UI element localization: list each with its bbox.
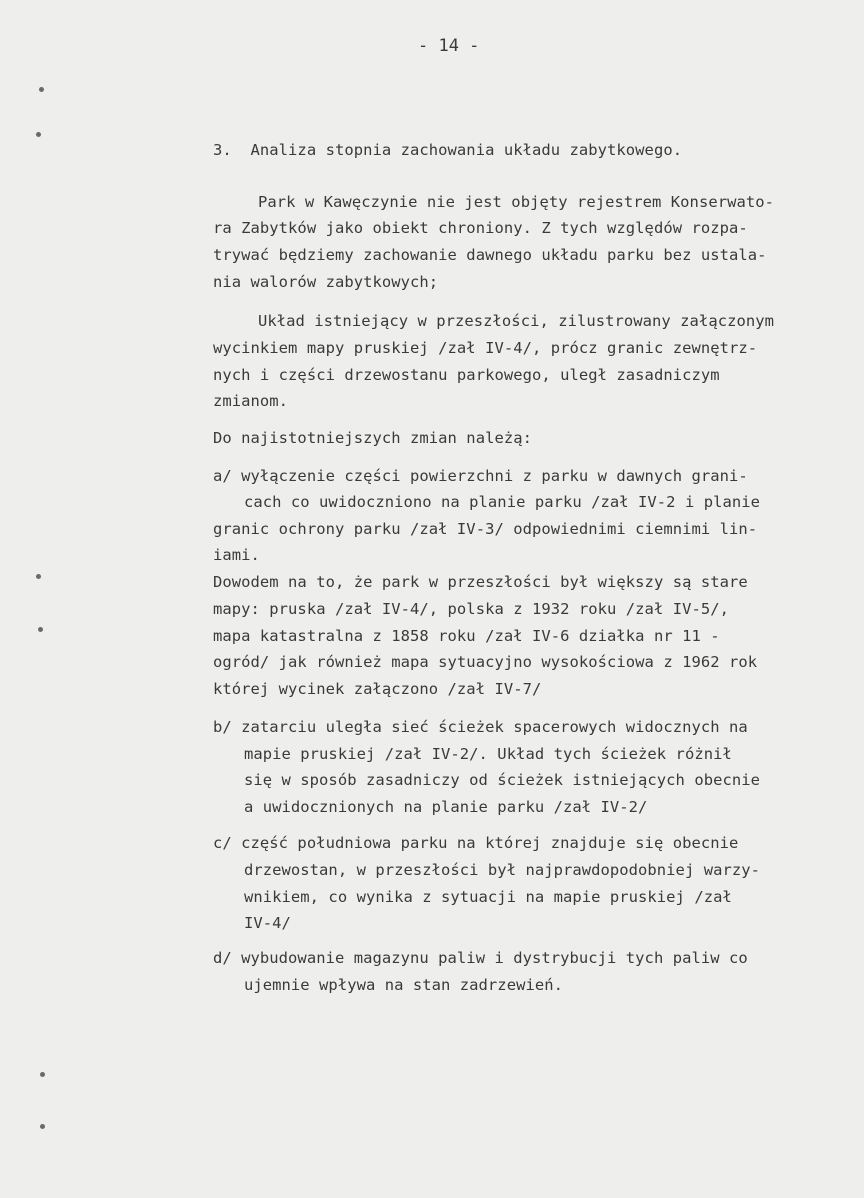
section-heading: 3. Analiza stopnia zachowania układu zabytkowego.: [213, 141, 683, 159]
list-item-c-line: wnikiem, co wynika z sytuacji na mapie pruskiej /zał: [244, 888, 732, 906]
list-item-a-line: iami.: [213, 546, 260, 564]
punch-hole: [40, 1072, 45, 1077]
list-item-b-line: mapie pruskiej /zał IV-2/. Układ tych ścieżek różnił: [244, 745, 732, 763]
paragraph-line: wycinkiem mapy pruskiej /zał IV-4/, prócz granic zewnętrz-: [213, 339, 758, 357]
page-number: - 14 -: [418, 36, 480, 56]
list-item-b-line: b/ zatarciu uległa sieć ścieżek spacerowych widocznych na: [213, 718, 748, 736]
list-item-c-line: c/ część południowa parku na której znajduje się obecnie: [213, 834, 739, 852]
evidence-line: mapa katastralna z 1858 roku /zał IV-6 działka nr 11 -: [213, 627, 720, 645]
paragraph-line: zmianom.: [213, 392, 289, 410]
list-item-b-line: a uwidocznionych na planie parku /zał IV-2/: [244, 798, 648, 816]
punch-hole: [39, 87, 44, 92]
evidence-line: ogród/ jak również mapa sytuacyjno wysokościowa z 1962 rok: [213, 653, 758, 671]
list-item-a-line: granic ochrony parku /zał IV-3/ odpowiednimi ciemnimi lin-: [213, 520, 758, 538]
paragraph-line: ra Zabytków jako obiekt chroniony. Z tych względów rozpa-: [213, 219, 748, 237]
evidence-line: Dowodem na to, że park w przeszłości był większy są stare: [213, 573, 748, 591]
list-item-b-line: się w sposób zasadniczy od ścieżek istniejących obecnie: [244, 771, 760, 789]
evidence-line: mapy: pruska /zał IV-4/, polska z 1932 roku /zał IV-5/,: [213, 600, 729, 618]
punch-hole: [36, 574, 41, 579]
list-item-d-line: ujemnie wpływa na stan zadrzewień.: [244, 976, 563, 994]
list-item-a-line: cach co uwidoczniono na planie parku /zał IV-2 i planie: [244, 493, 760, 511]
paragraph-line: nych i części drzewostanu parkowego, uległ zasadniczym: [213, 366, 720, 384]
paragraph-line: Układ istniejący w przeszłości, zilustrowany załączonym: [258, 312, 774, 330]
paragraph-line: trywać będziemy zachowanie dawnego układu parku bez ustala-: [213, 246, 767, 264]
punch-hole: [40, 1124, 45, 1129]
punch-hole: [36, 132, 41, 137]
evidence-line: której wycinek załączono /zał IV-7/: [213, 680, 542, 698]
list-item-c-line: IV-4/: [244, 914, 291, 932]
list-intro: Do najistotniejszych zmian należą:: [213, 429, 532, 447]
paragraph-line: Park w Kawęczynie nie jest objęty rejestrem Konserwato-: [258, 193, 774, 211]
list-item-d-line: d/ wybudowanie magazynu paliw i dystrybucji tych paliw co: [213, 949, 748, 967]
list-item-c-line: drzewostan, w przeszłości był najprawdopodobniej warzy-: [244, 861, 760, 879]
punch-hole: [38, 627, 43, 632]
list-item-a-line: a/ wyłączenie części powierzchni z parku w dawnych grani-: [213, 467, 748, 485]
paragraph-line: nia walorów zabytkowych;: [213, 273, 439, 291]
